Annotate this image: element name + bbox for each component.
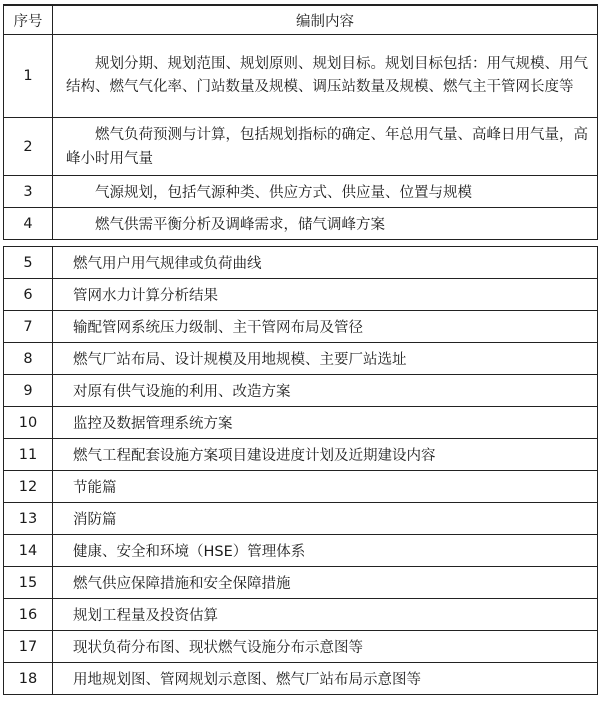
row-content: 燃气负荷预测与计算，包括规划指标的确定、年总用气量、高峰日用气量，高峰小时用气量: [53, 118, 598, 176]
table-row: [4, 663, 598, 695]
row-content: 燃气供需平衡分析及调峰需求，储气调峰方案: [53, 208, 598, 240]
row-content: 用地规划图、管网规划示意图、燃气厂站布局示意图等: [53, 663, 598, 695]
table-row: [4, 35, 598, 118]
table-row: [4, 631, 598, 663]
row-content: 气源规划，包括气源种类、供应方式、供应量、位置与规模: [53, 176, 598, 208]
row-content: 输配管网系统压力级制、主干管网布局及管径: [53, 311, 598, 343]
content-table-part2: [3, 246, 598, 695]
table-row: [4, 535, 598, 567]
table-header-row: [4, 5, 598, 35]
table-row: [4, 176, 598, 208]
row-content: 现状负荷分布图、现状燃气设施分布示意图等: [53, 631, 598, 663]
row-no: 17: [4, 631, 53, 663]
row-no: 18: [4, 663, 53, 695]
header-content: 编制内容: [53, 5, 598, 35]
row-content: 对原有供气设施的利用、改造方案: [53, 375, 598, 407]
row-no: 1: [4, 35, 53, 118]
row-content: 监控及数据管理系统方案: [53, 407, 598, 439]
row-no: 8: [4, 343, 53, 375]
table-row: [4, 208, 598, 240]
row-content: 管网水力计算分析结果: [53, 279, 598, 311]
row-no: 3: [4, 176, 53, 208]
row-no: 10: [4, 407, 53, 439]
table-row: [4, 567, 598, 599]
row-no: 16: [4, 599, 53, 631]
row-no: 15: [4, 567, 53, 599]
content-table-part1: [3, 4, 598, 240]
row-content: 规划分期、规划范围、规划原则、规划目标。规划目标包括：用气规模、用气结构、燃气气化率、门站数量及规模、调压站数量及规模、燃气主干管网长度等: [53, 35, 598, 118]
table-row: [4, 279, 598, 311]
row-no: 4: [4, 208, 53, 240]
table-row: [4, 118, 598, 176]
table-row: [4, 343, 598, 375]
table-row: [4, 407, 598, 439]
table-row: [4, 311, 598, 343]
row-no: 14: [4, 535, 53, 567]
row-content: 燃气工程配套设施方案项目建设进度计划及近期建设内容: [53, 439, 598, 471]
header-no: 序号: [4, 5, 53, 35]
row-no: 12: [4, 471, 53, 503]
row-content: 健康、安全和环境（HSE）管理体系: [53, 535, 598, 567]
row-no: 7: [4, 311, 53, 343]
table-row: [4, 247, 598, 279]
table-row: [4, 471, 598, 503]
row-content: 消防篇: [53, 503, 598, 535]
row-content: 燃气用户用气规律或负荷曲线: [53, 247, 598, 279]
table-row: [4, 375, 598, 407]
table-row: [4, 503, 598, 535]
row-no: 2: [4, 118, 53, 176]
row-no: 11: [4, 439, 53, 471]
row-content: 燃气供应保障措施和安全保障措施: [53, 567, 598, 599]
row-content: 燃气厂站布局、设计规模及用地规模、主要厂站选址: [53, 343, 598, 375]
row-content: 规划工程量及投资估算: [53, 599, 598, 631]
row-no: 6: [4, 279, 53, 311]
row-no: 5: [4, 247, 53, 279]
table-row: [4, 599, 598, 631]
row-no: 9: [4, 375, 53, 407]
row-no: 13: [4, 503, 53, 535]
table-row: [4, 439, 598, 471]
row-content: 节能篇: [53, 471, 598, 503]
